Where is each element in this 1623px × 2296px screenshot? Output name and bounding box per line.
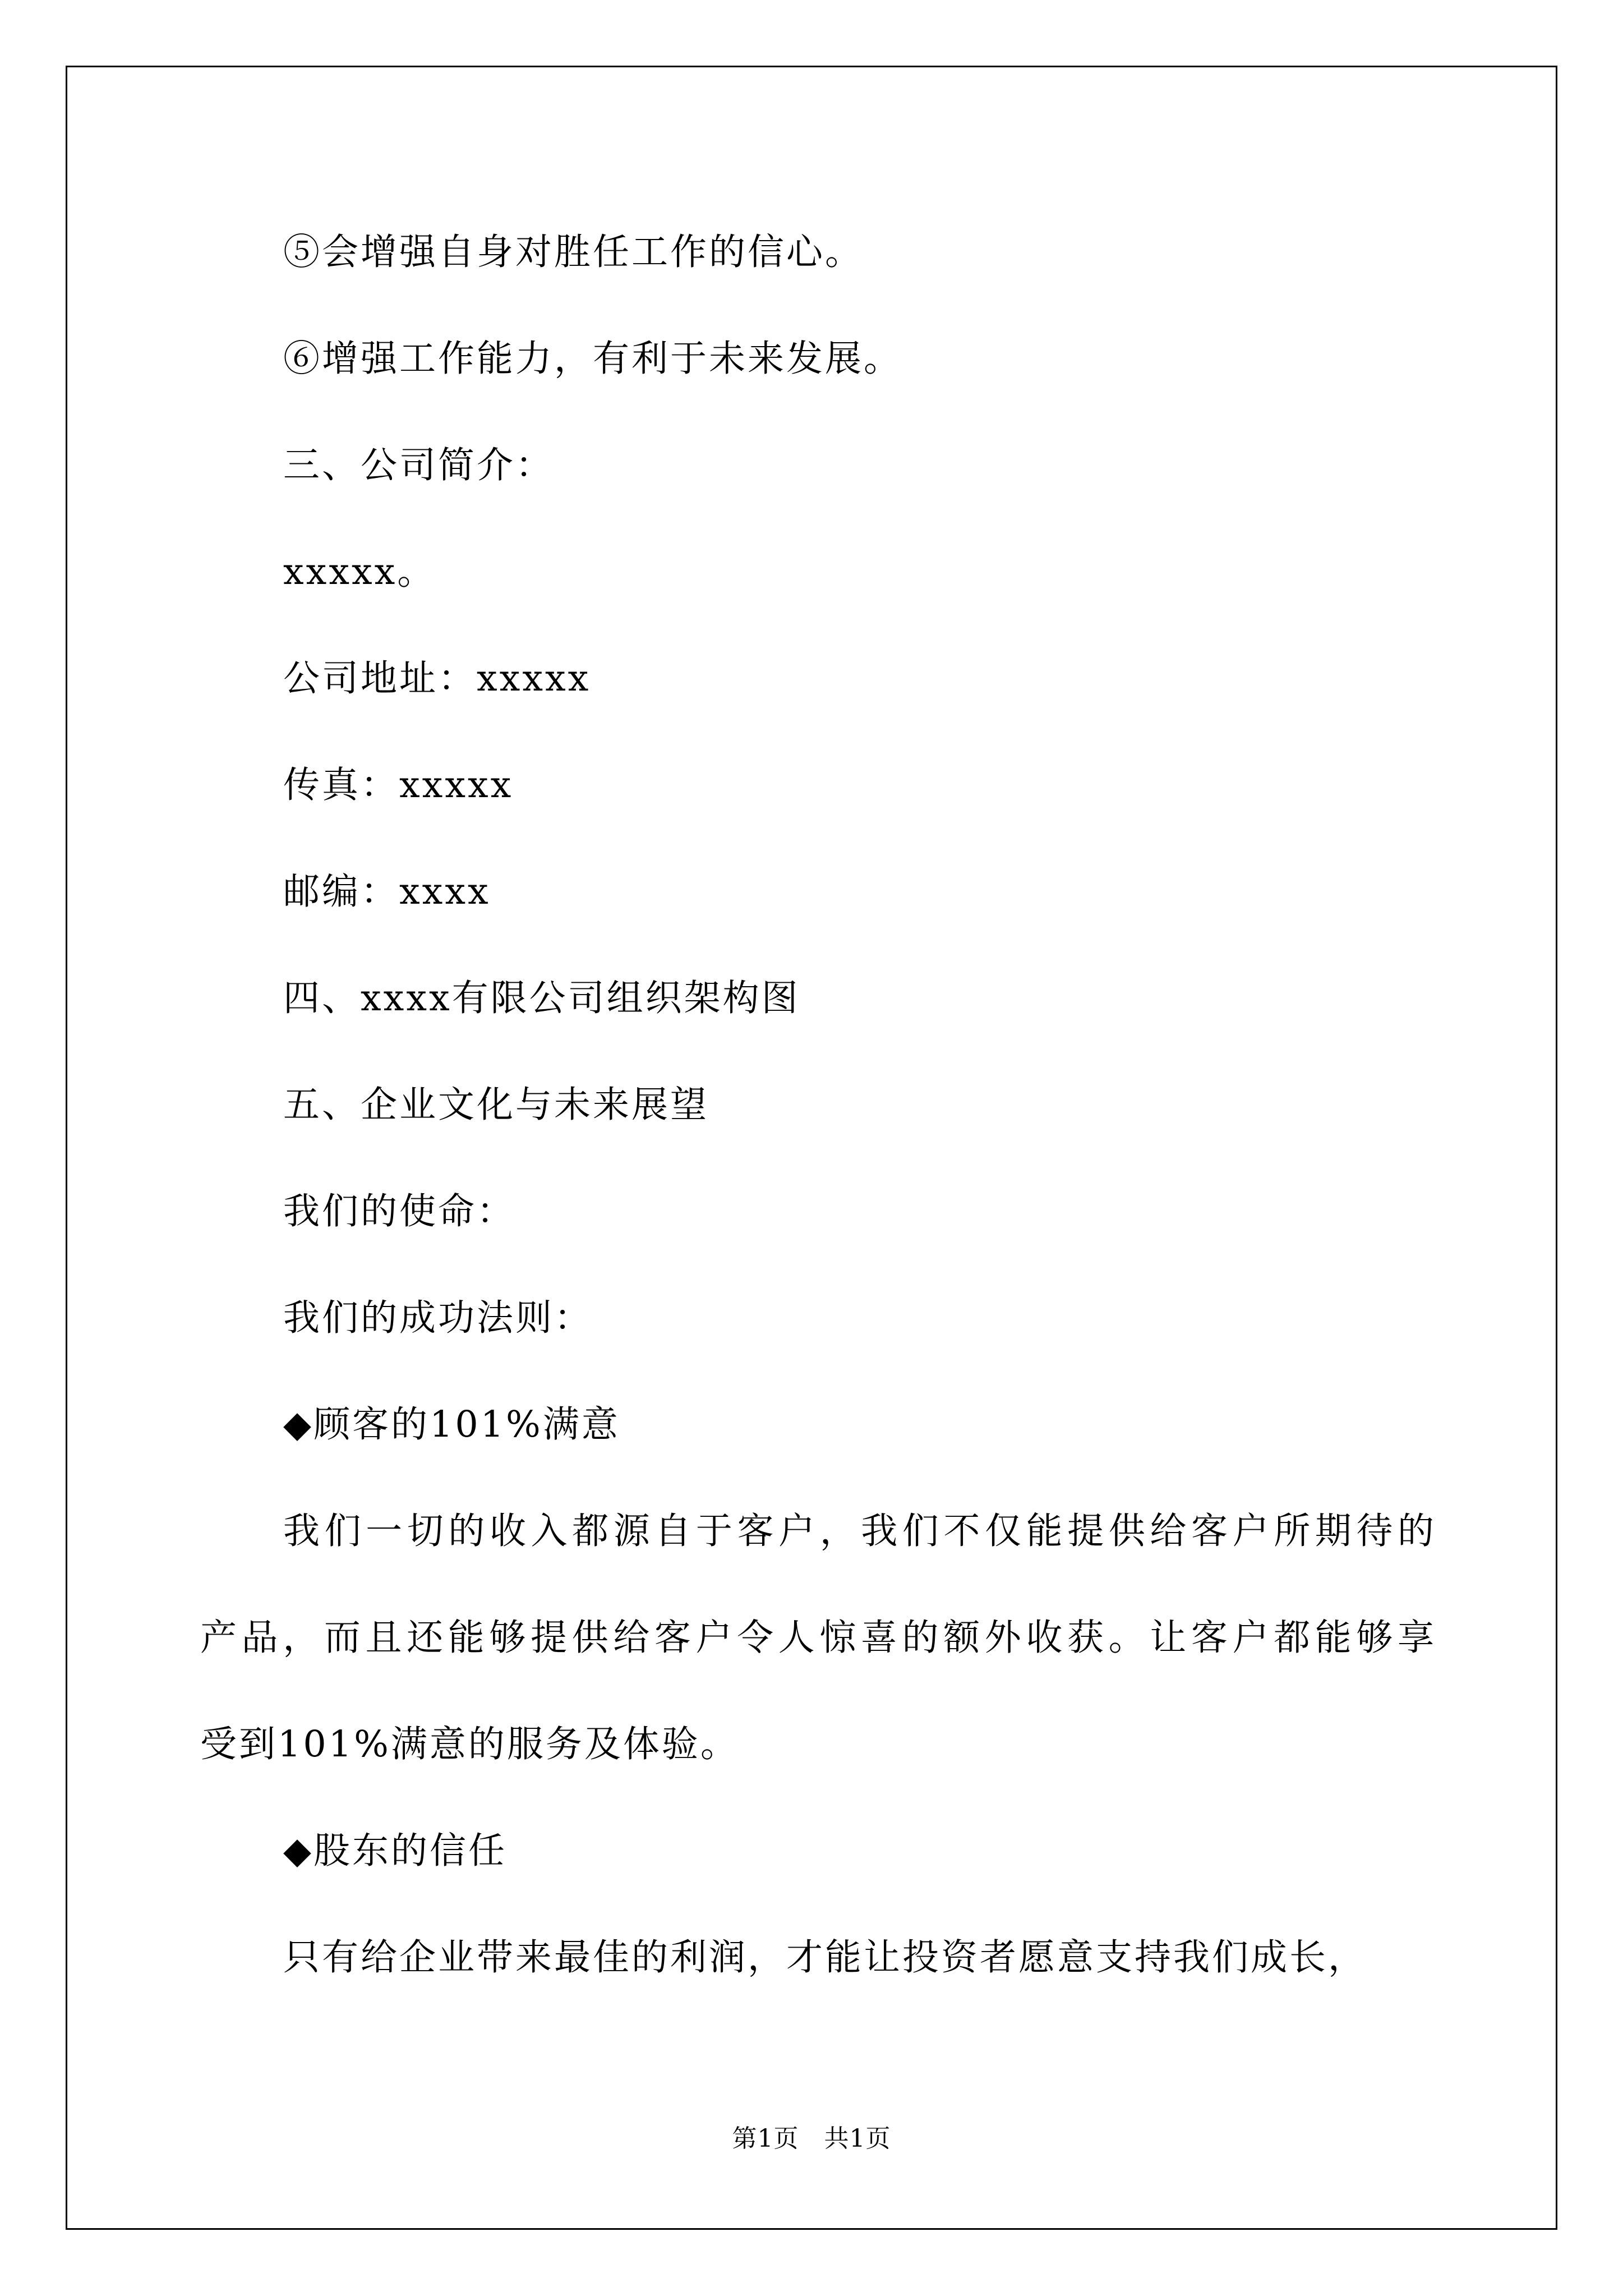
paragraph-line: 我们的使命： [283, 1190, 516, 1232]
paragraph-line: 受到101%满意的服务及体验。 [200, 1723, 739, 1765]
section-heading: 三、公司简介： [283, 444, 555, 486]
page-border [66, 66, 1557, 2230]
paragraph-line: xxxxx。 [283, 551, 436, 593]
bullet-heading: ◆顾客的101%满意 [283, 1404, 620, 1446]
paragraph-line: ⑥增强工作能力，有利于未来发展。 [283, 338, 903, 380]
paragraph-line: ⑤会增强自身对胜任工作的信心。 [283, 231, 864, 273]
page-number: 第1页 共1页 [732, 2124, 891, 2153]
paragraph-line: 产品，而且还能够提供给客户令人惊喜的额外收获。让客户都能够享 [200, 1617, 1434, 1659]
paragraph-line: 我们的成功法则： [283, 1297, 593, 1339]
company-postcode: 邮编：xxxx [283, 871, 491, 913]
company-fax: 传真：xxxxx [283, 764, 514, 806]
section-heading: 四、xxxx有限公司组织架构图 [283, 977, 800, 1019]
bullet-heading: ◆股东的信任 [283, 1830, 507, 1872]
company-address: 公司地址：xxxxx [283, 657, 591, 700]
paragraph-line: 我们一切的收入都源自于客户，我们不仅能提供给客户所期待的 [283, 1510, 1434, 1552]
section-heading: 五、企业文化与未来展望 [283, 1084, 709, 1126]
paragraph-line: 只有给企业带来最佳的利润，才能让投资者愿意支持我们成长， [283, 1936, 1367, 1978]
